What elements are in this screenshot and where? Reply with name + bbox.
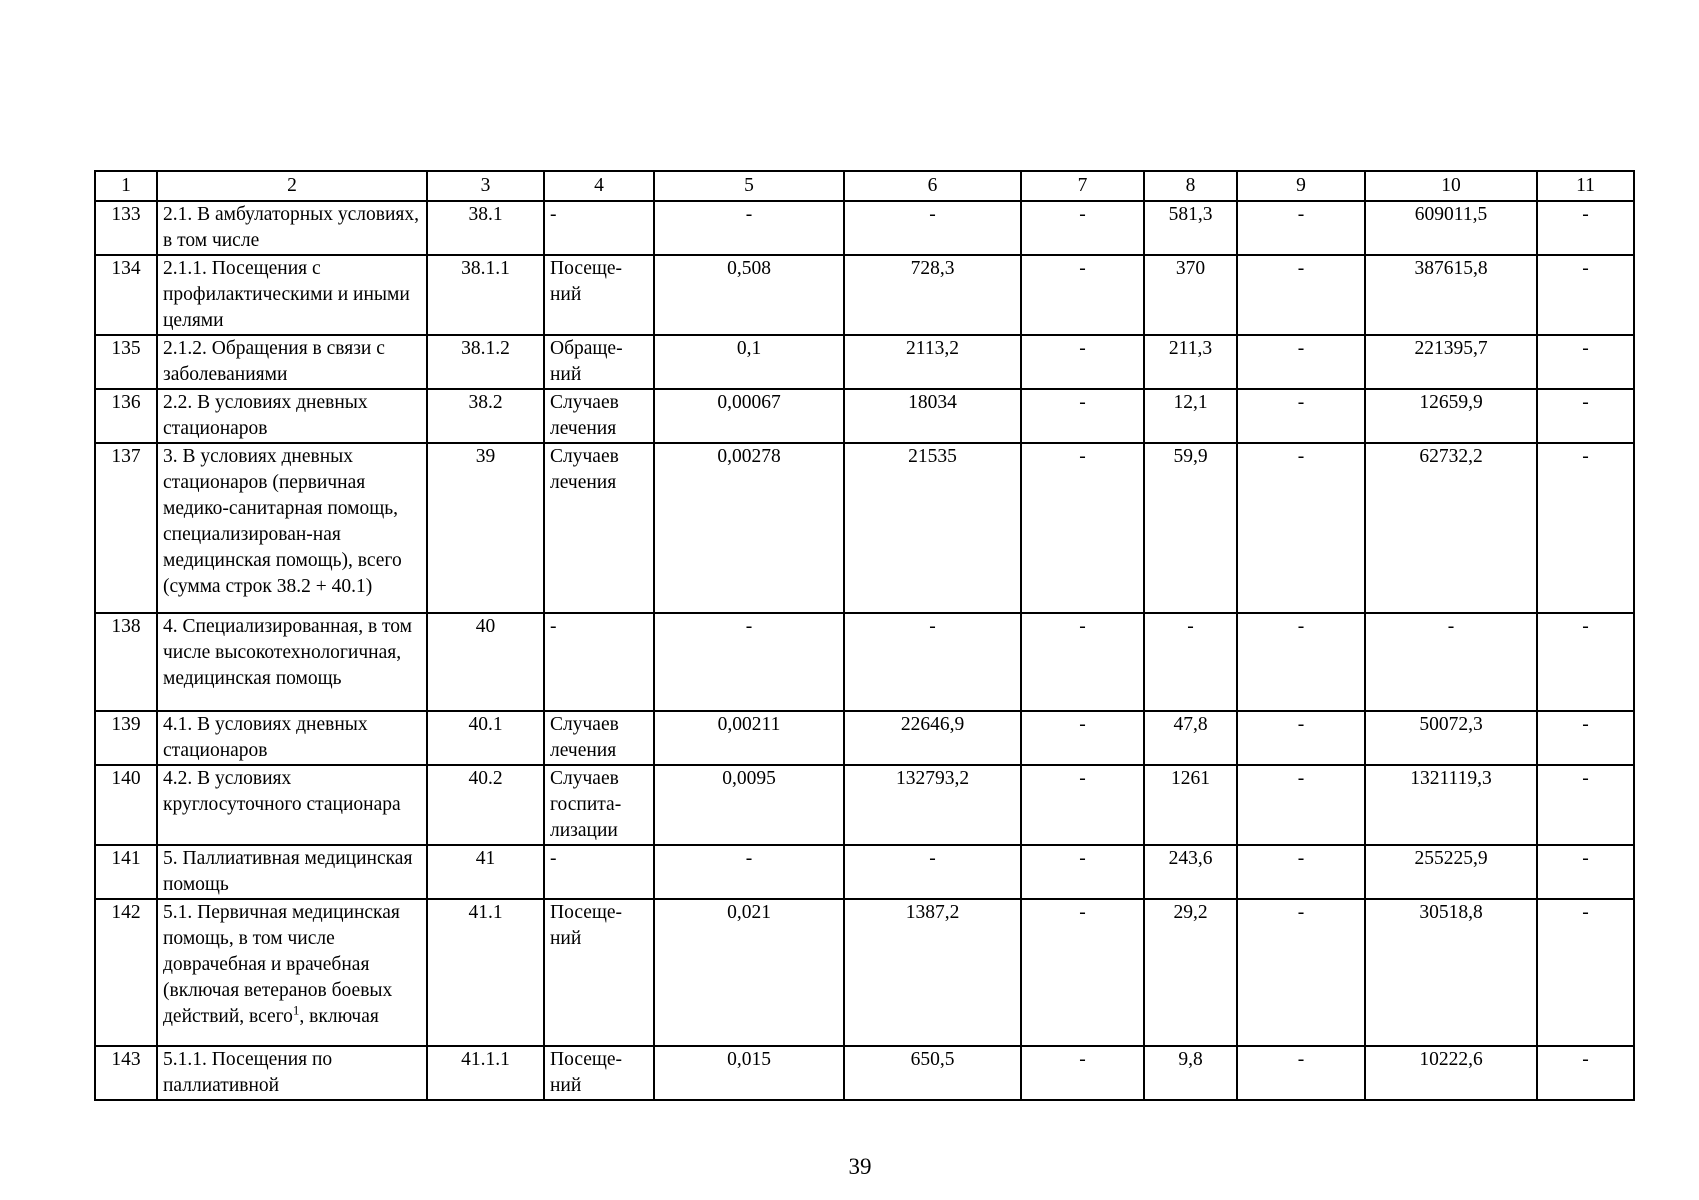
value-cell-11: - (1537, 899, 1634, 1046)
column-header: 8 (1144, 171, 1237, 201)
value-cell-7: - (1021, 201, 1144, 255)
indicator-name-cell: 5.1.1. Посещения по паллиативной (157, 1046, 427, 1100)
value-cell-9: - (1237, 899, 1365, 1046)
column-header: 5 (654, 171, 844, 201)
column-header: 1 (95, 171, 157, 201)
unit-cell: - (544, 201, 654, 255)
value-cell-10: - (1365, 613, 1537, 711)
value-cell-7: - (1021, 899, 1144, 1046)
value-cell-6: - (844, 613, 1021, 711)
value-cell-11: - (1537, 765, 1634, 845)
row-number-cell: 140 (95, 765, 157, 845)
table-row (95, 613, 1634, 711)
unit-cell: Случаев лечения (544, 389, 654, 443)
value-cell-9: - (1237, 443, 1365, 613)
value-cell-11: - (1537, 335, 1634, 389)
unit-cell: Посеще-ний (544, 255, 654, 335)
value-cell-11: - (1537, 443, 1634, 613)
line-code-cell: 41.1.1 (427, 1046, 544, 1100)
value-cell-7: - (1021, 845, 1144, 899)
row-number-cell: 139 (95, 711, 157, 765)
value-cell-6: 728,3 (844, 255, 1021, 335)
table-row (95, 1046, 1634, 1100)
unit-cell: - (544, 613, 654, 711)
value-cell-8: 1261 (1144, 765, 1237, 845)
value-cell-7: - (1021, 443, 1144, 613)
value-cell-5: 0,021 (654, 899, 844, 1046)
value-cell-8: 211,3 (1144, 335, 1237, 389)
indicator-name-cell: 2.1.2. Обращения в связи с заболеваниями (157, 335, 427, 389)
value-cell-8: - (1144, 613, 1237, 711)
table-row (95, 389, 1634, 443)
page-number: 39 (848, 1154, 872, 1179)
value-cell-6: 22646,9 (844, 711, 1021, 765)
value-cell-8: 243,6 (1144, 845, 1237, 899)
indicator-name-cell: 4.1. В условиях дневных стационаров (157, 711, 427, 765)
value-cell-10: 609011,5 (1365, 201, 1537, 255)
value-cell-11: - (1537, 1046, 1634, 1100)
value-cell-5: 0,00067 (654, 389, 844, 443)
unit-cell: Случаев лечения (544, 443, 654, 613)
value-cell-8: 9,8 (1144, 1046, 1237, 1100)
unit-cell: Случаев госпита-лизации (544, 765, 654, 845)
value-cell-5: 0,0095 (654, 765, 844, 845)
value-cell-10: 62732,2 (1365, 443, 1537, 613)
row-number-cell: 135 (95, 335, 157, 389)
value-cell-10: 255225,9 (1365, 845, 1537, 899)
value-cell-5: 0,015 (654, 1046, 844, 1100)
header-row (95, 171, 1634, 201)
value-cell-10: 1321119,3 (1365, 765, 1537, 845)
value-cell-9: - (1237, 389, 1365, 443)
indicator-name-cell: 2.1. В амбулаторных условиях, в том числе (157, 201, 427, 255)
value-cell-5: - (654, 201, 844, 255)
table-row (95, 255, 1634, 335)
value-cell-6: 132793,2 (844, 765, 1021, 845)
value-cell-7: - (1021, 255, 1144, 335)
row-number-cell: 138 (95, 613, 157, 711)
value-cell-5: 0,1 (654, 335, 844, 389)
value-cell-5: - (654, 613, 844, 711)
value-cell-10: 10222,6 (1365, 1046, 1537, 1100)
unit-cell: Обраще-ний (544, 335, 654, 389)
value-cell-11: - (1537, 255, 1634, 335)
value-cell-9: - (1237, 335, 1365, 389)
value-cell-6: 21535 (844, 443, 1021, 613)
unit-cell: Случаев лечения (544, 711, 654, 765)
table-row (95, 335, 1634, 389)
row-number-cell: 133 (95, 201, 157, 255)
line-code-cell: 40.1 (427, 711, 544, 765)
value-cell-8: 29,2 (1144, 899, 1237, 1046)
value-cell-5: 0,00278 (654, 443, 844, 613)
value-cell-6: - (844, 201, 1021, 255)
column-header: 7 (1021, 171, 1144, 201)
value-cell-6: 18034 (844, 389, 1021, 443)
value-cell-5: 0,00211 (654, 711, 844, 765)
indicator-name-text: 5.1. Первичная медицинская помощь, в том числе доврачебная и врачебная (включая ветеранов боевых действий, всего (163, 902, 400, 1027)
value-cell-9: - (1237, 613, 1365, 711)
value-cell-8: 47,8 (1144, 711, 1237, 765)
row-number-cell: 142 (95, 899, 157, 1046)
value-cell-6: - (844, 845, 1021, 899)
footnote-mark: 1 (292, 1002, 300, 1018)
value-cell-8: 581,3 (1144, 201, 1237, 255)
column-header: 6 (844, 171, 1021, 201)
data-table (94, 170, 1635, 1101)
value-cell-9: - (1237, 765, 1365, 845)
value-cell-8: 370 (1144, 255, 1237, 335)
value-cell-9: - (1237, 255, 1365, 335)
value-cell-6: 650,5 (844, 1046, 1021, 1100)
indicator-name-cell: 2.1.1. Посещения с профилактическими и иными целями (157, 255, 427, 335)
indicator-name-cell: 5. Паллиативная медицинская помощь (157, 845, 427, 899)
indicator-name-cell: 3. В условиях дневных стационаров (первичная медико-санитарная помощь, специализирован-ная медицинская помощь), всего (сумма строк 38.2 + 40.1) (157, 443, 427, 613)
row-number-cell: 136 (95, 389, 157, 443)
value-cell-11: - (1537, 845, 1634, 899)
row-number-cell: 137 (95, 443, 157, 613)
table-row (95, 899, 1634, 1046)
value-cell-6: 2113,2 (844, 335, 1021, 389)
table-row (95, 845, 1634, 899)
value-cell-9: - (1237, 711, 1365, 765)
value-cell-11: - (1537, 201, 1634, 255)
value-cell-9: - (1237, 845, 1365, 899)
column-header: 4 (544, 171, 654, 201)
value-cell-9: - (1237, 1046, 1365, 1100)
value-cell-10: 12659,9 (1365, 389, 1537, 443)
table-row (95, 765, 1634, 845)
row-number-cell: 134 (95, 255, 157, 335)
value-cell-10: 221395,7 (1365, 335, 1537, 389)
table-row (95, 711, 1634, 765)
line-code-cell: 40.2 (427, 765, 544, 845)
column-header: 10 (1365, 171, 1537, 201)
value-cell-5: 0,508 (654, 255, 844, 335)
table-row (95, 201, 1634, 255)
indicator-name-cell (157, 899, 427, 1046)
line-code-cell: 41 (427, 845, 544, 899)
line-code-cell: 38.1 (427, 201, 544, 255)
line-code-cell: 39 (427, 443, 544, 613)
column-header: 3 (427, 171, 544, 201)
value-cell-7: - (1021, 1046, 1144, 1100)
value-cell-10: 30518,8 (1365, 899, 1537, 1046)
value-cell-11: - (1537, 613, 1634, 711)
line-code-cell: 40 (427, 613, 544, 711)
line-code-cell: 38.1.2 (427, 335, 544, 389)
value-cell-10: 50072,3 (1365, 711, 1537, 765)
unit-cell: Посеще-ний (544, 1046, 654, 1100)
value-cell-8: 59,9 (1144, 443, 1237, 613)
value-cell-7: - (1021, 711, 1144, 765)
indicator-name-cell: 4.2. В условиях круглосуточного стационара (157, 765, 427, 845)
table-row (95, 443, 1634, 613)
line-code-cell: 38.1.1 (427, 255, 544, 335)
row-number-cell: 143 (95, 1046, 157, 1100)
column-header: 2 (157, 171, 427, 201)
value-cell-11: - (1537, 389, 1634, 443)
value-cell-11: - (1537, 711, 1634, 765)
row-number-cell: 141 (95, 845, 157, 899)
indicator-name-tail: , включая (299, 1006, 379, 1027)
indicator-name-cell: 4. Специализированная, в том числе высокотехнологичная, медицинская помощь (157, 613, 427, 711)
value-cell-7: - (1021, 613, 1144, 711)
unit-cell: - (544, 845, 654, 899)
value-cell-9: - (1237, 201, 1365, 255)
unit-cell: Посеще-ний (544, 899, 654, 1046)
value-cell-10: 387615,8 (1365, 255, 1537, 335)
line-code-cell: 38.2 (427, 389, 544, 443)
value-cell-8: 12,1 (1144, 389, 1237, 443)
value-cell-7: - (1021, 389, 1144, 443)
column-header: 9 (1237, 171, 1365, 201)
value-cell-7: - (1021, 335, 1144, 389)
value-cell-5: - (654, 845, 844, 899)
column-header: 11 (1537, 171, 1634, 201)
value-cell-7: - (1021, 765, 1144, 845)
value-cell-6: 1387,2 (844, 899, 1021, 1046)
line-code-cell: 41.1 (427, 899, 544, 1046)
indicator-name-cell: 2.2. В условиях дневных стационаров (157, 389, 427, 443)
